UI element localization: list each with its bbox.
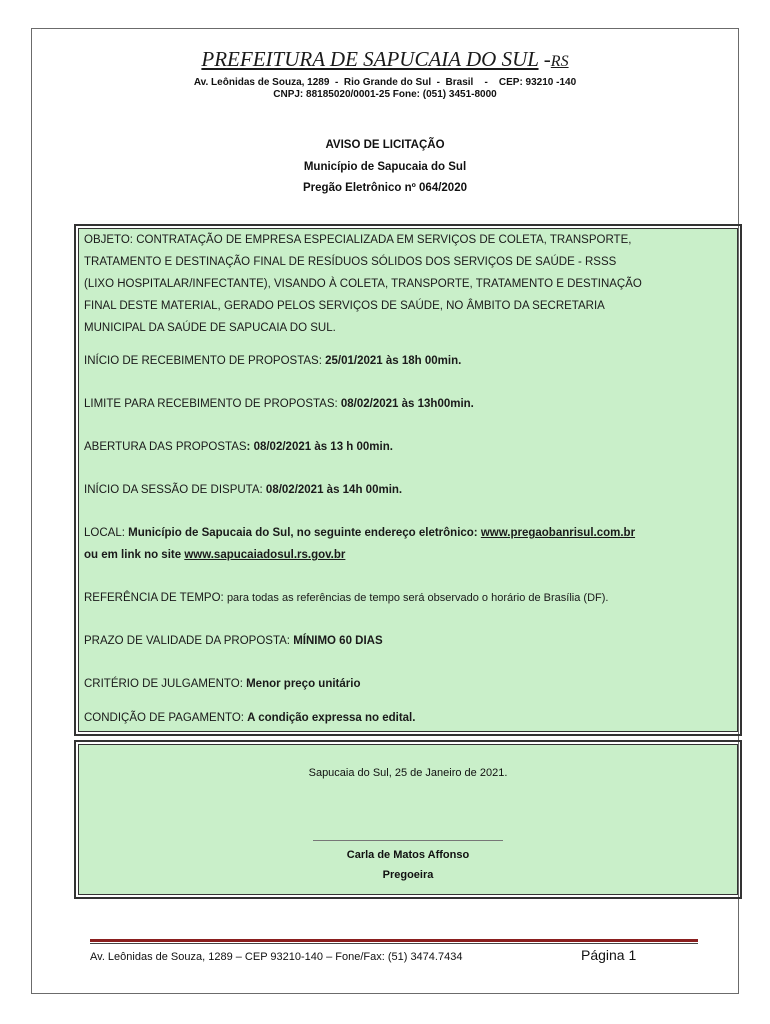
prazo-value: MÍNIMO 60 DIAS xyxy=(293,635,383,647)
inicio-row xyxy=(84,350,733,372)
objeto-line: TRATAMENTO E DESTINAÇÃO FINAL DE RESÍDUOS SÓLIDOS DOS SERVIÇOS DE SAÚDE - RSSS xyxy=(84,256,617,268)
pagamento-value: A condição expressa no edital. xyxy=(247,712,416,724)
objeto-line: FINAL DESTE MATERIAL, GERADO PELOS SERVIÇOS DE SAÚDE, NO ÂMBITO DA SECRETARIA xyxy=(84,300,605,312)
signature-box xyxy=(78,744,738,895)
pregao-banrisul-link[interactable]: www.pregaobanrisul.com.br xyxy=(480,527,636,539)
objeto-section xyxy=(84,229,733,339)
header-cnpj: CNPJ: 88185020/0001-25 Fone: (051) 3451-8000 xyxy=(273,89,497,100)
sessao-row xyxy=(84,479,733,501)
referencia-value: para todas as referências de tempo será observado o horário de Brasília (DF). xyxy=(226,592,609,604)
details-box xyxy=(78,228,738,732)
objeto-line: (LIXO HOSPITALAR/INFECTANTE), VISANDO À COLETA, TRANSPORTE, TRATAMENTO E DESTINAÇÃO xyxy=(84,278,642,290)
abertura-label: ABERTURA DAS PROPOSTAS xyxy=(84,441,247,453)
notice-heading: AVISO DE LICITAÇÃO xyxy=(325,139,445,151)
page-number: Página 1 xyxy=(581,947,637,963)
pagamento-label: CONDIÇÃO DE PAGAMENTO: xyxy=(84,712,248,724)
title-separator: - xyxy=(538,47,551,71)
limite-value: 08/02/2021 às 13h00min. xyxy=(340,398,474,410)
header-address: Av. Leônidas de Souza, 1289 - Rio Grande do Sul - Brasil - CEP: 93210 -140 xyxy=(193,77,577,88)
sessao-value: 08/02/2021 às 14h 00min. xyxy=(265,484,403,496)
criterio-value: Menor preço unitário xyxy=(246,678,361,690)
local-text-2: ou em link no site xyxy=(84,549,185,561)
local-label: LOCAL: xyxy=(84,527,129,539)
signer-role: Pregoeira xyxy=(382,869,434,881)
prazo-label: PRAZO DE VALIDADE DA PROPOSTA: xyxy=(84,635,294,647)
title-text: PREFEITURA DE SAPUCAIA DO SUL xyxy=(201,47,539,71)
footer-divider xyxy=(90,939,698,942)
objeto-line: MUNICIPAL DA SAÚDE DE SAPUCAIA DO SUL. xyxy=(84,322,336,334)
inicio-label: INÍCIO DE RECEBIMENTO DE PROPOSTAS: xyxy=(84,355,326,367)
criterio-label: CRITÉRIO DE JULGAMENTO: xyxy=(84,678,247,690)
notice-municipality: Município de Sapucaia do Sul xyxy=(303,161,467,173)
notice-process: Pregão Eletrônico nº 064/2020 xyxy=(303,182,467,194)
document-page xyxy=(31,28,739,994)
footer-address: Av. Leônidas de Souza, 1289 – CEP 93210-140 – Fone/Fax: (51) 3474.7434 xyxy=(90,951,463,963)
place-date: Sapucaia do Sul, 25 de Janeiro de 2021. xyxy=(308,767,508,779)
inicio-value: 25/01/2021 às 18h 00min. xyxy=(325,355,462,367)
abertura-row xyxy=(84,436,733,458)
limite-label: LIMITE PARA RECEBIMENTO DE PROPOSTAS: xyxy=(84,398,341,410)
signer-name: Carla de Matos Affonso xyxy=(346,849,470,861)
pagamento-row xyxy=(84,707,733,729)
sapucaia-site-link[interactable]: www.sapucaiadosul.rs.gov.br xyxy=(184,549,346,561)
criterio-row xyxy=(84,673,733,695)
local-row xyxy=(84,522,733,566)
sessao-label: INÍCIO DA SESSÃO DE DISPUTA: xyxy=(84,484,266,496)
signature-line xyxy=(313,840,503,841)
referencia-label: REFERÊNCIA DE TEMPO: xyxy=(84,592,227,604)
page-title xyxy=(32,47,738,72)
local-text: Município de Sapucaia do Sul, no seguinte endereço eletrônico: xyxy=(128,527,481,539)
abertura-value: : 08/02/2021 às 13 h 00min. xyxy=(246,441,393,453)
title-suffix: RS xyxy=(550,53,569,70)
footer-divider-thin xyxy=(90,943,698,944)
prazo-row xyxy=(84,630,733,652)
limite-row xyxy=(84,393,733,415)
objeto-line: OBJETO: CONTRATAÇÃO DE EMPRESA ESPECIALIZADA EM SERVIÇOS DE COLETA, TRANSPORTE, xyxy=(84,234,632,246)
referencia-row xyxy=(84,587,733,609)
